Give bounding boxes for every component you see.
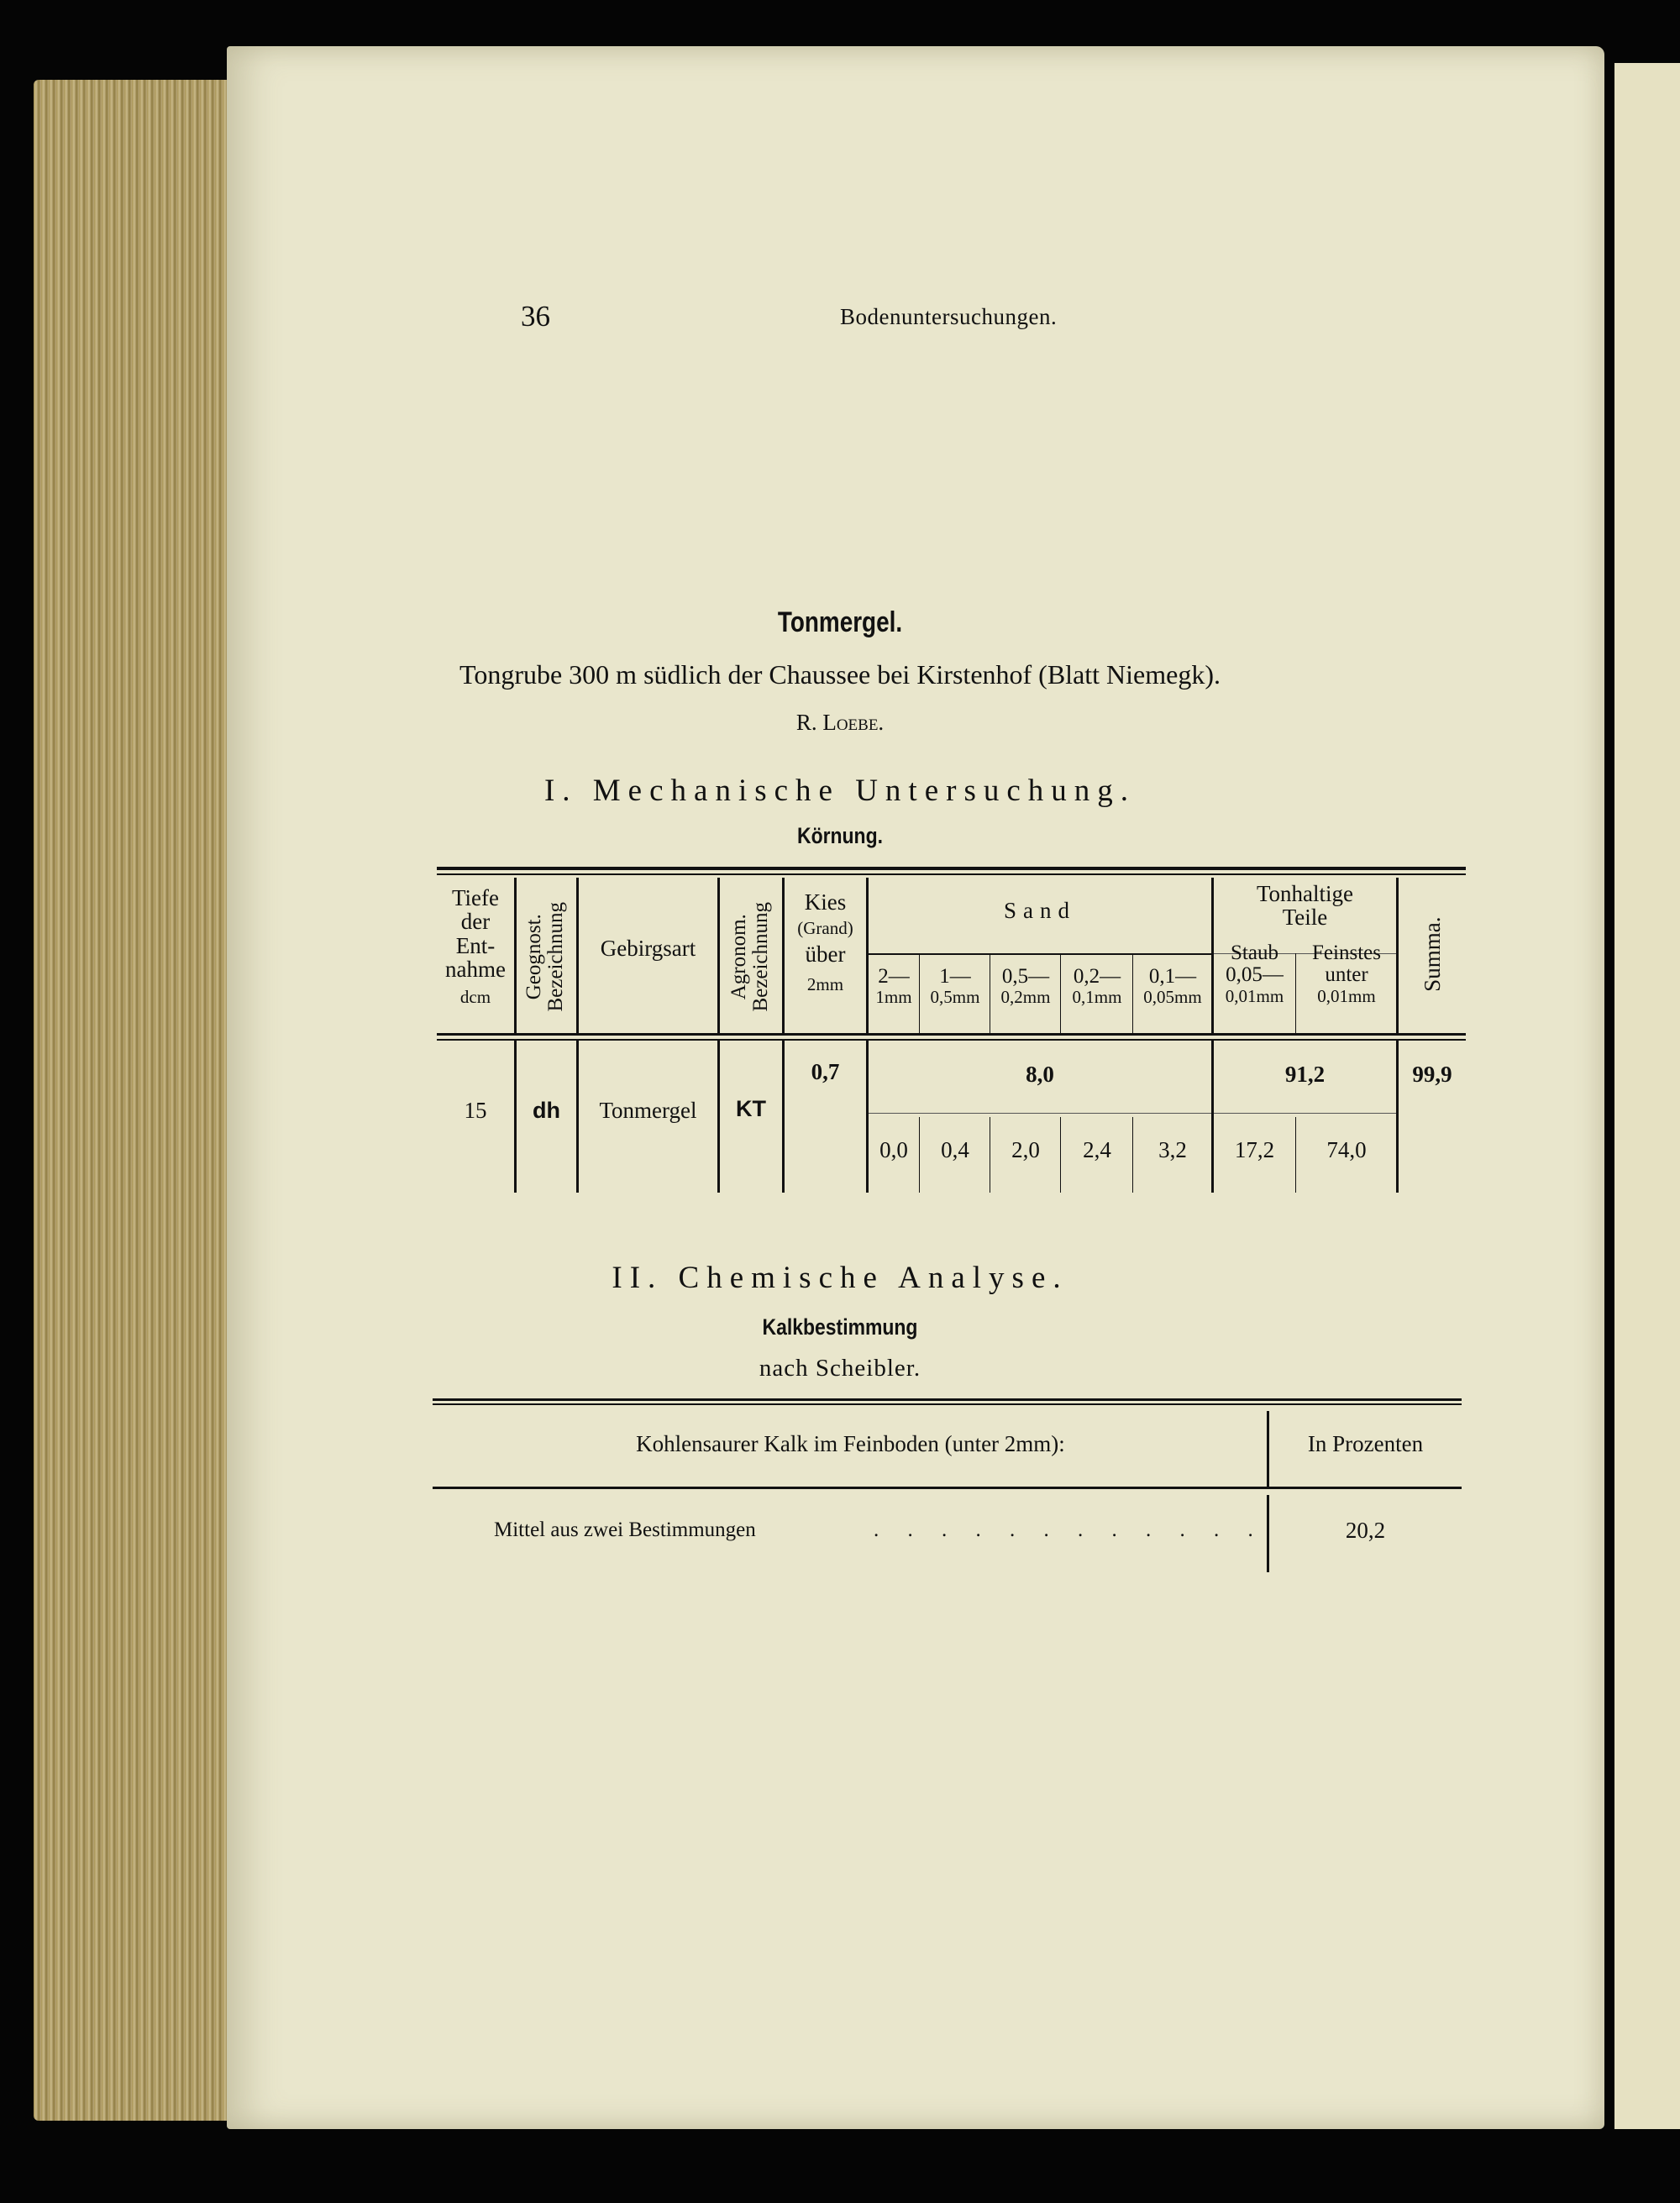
- sand-range-05-02: 0,5— 0,2mm: [1000, 965, 1051, 1008]
- col-summa-header: Summa.: [1419, 916, 1445, 992]
- col-kalk-header: Kohlensaurer Kalk im Feinboden (unter 2mm):: [636, 1431, 1065, 1456]
- next-page-edge: [1614, 63, 1680, 2129]
- section-heading-mechanical: I. Mechanische Untersuchung.: [543, 774, 1137, 808]
- col-gebirgsart-header: Gebirgsart: [600, 936, 696, 961]
- cell-summa: 99,9: [1412, 1062, 1452, 1087]
- cell-sand-total: 8,0: [1026, 1062, 1054, 1087]
- page-number: 36: [521, 300, 550, 333]
- subheading-kalkbestimmung: Kalkbestimmung: [762, 1314, 918, 1340]
- sand-range-02-01: 0,2— 0,1mm: [1072, 965, 1122, 1008]
- book-page-edges: [34, 80, 244, 2121]
- cell-sand-05-02: 2,0: [1011, 1137, 1040, 1162]
- cell-geognost: dh: [533, 1098, 560, 1123]
- col-staub-header: Staub 0,05— 0,01mm: [1225, 942, 1284, 1006]
- col-kies-header: Kies (Grand) über 2mm: [797, 889, 853, 994]
- col-sand-header: Sand: [1004, 898, 1076, 923]
- cell-gebirgsart: Tonmergel: [599, 1098, 697, 1123]
- section-heading-chemical: II. Chemische Analyse.: [612, 1261, 1068, 1295]
- cell-tiefe: 15: [464, 1098, 487, 1123]
- cell-ton-total: 91,2: [1284, 1062, 1326, 1087]
- sand-range-01-005: 0,1— 0,05mm: [1143, 965, 1202, 1008]
- row-leader-dots: . . . . . . . . . . . .: [874, 1518, 1265, 1541]
- running-head: Bodenuntersuchungen.: [840, 304, 1058, 329]
- location-subtitle: Tongrube 300 m südlich der Chaussee bei Kirstenhof (Blatt Niemegk).: [459, 659, 1221, 690]
- sand-range-2-1: 2— 1mm: [875, 965, 912, 1008]
- cell-staub: 17,2: [1234, 1137, 1275, 1162]
- author: R. Loebe.: [795, 710, 885, 735]
- cell-sand-02-01: 2,4: [1083, 1137, 1111, 1162]
- cell-kies: 0,7: [811, 1059, 840, 1084]
- col-agronom-header: Agronom. Bezeichnung: [727, 902, 772, 1012]
- cell-feinstes: 74,0: [1326, 1137, 1367, 1162]
- cell-sand-1-05: 0,4: [941, 1137, 969, 1162]
- cell-sand-01-005: 3,2: [1158, 1137, 1187, 1162]
- method-note: nach Scheibler.: [759, 1355, 921, 1382]
- page-title: Tonmergel.: [777, 606, 903, 638]
- row-label-mittel: Mittel aus zwei Bestimmungen: [494, 1518, 756, 1541]
- col-prozent-header: In Prozenten: [1307, 1431, 1424, 1456]
- col-tonhaltige-header: Tonhaltige Teile: [1256, 881, 1354, 931]
- sand-range-1-05: 1— 0,5mm: [930, 965, 980, 1008]
- col-tiefe-header: Tiefe der Ent- nahme dcm: [445, 885, 506, 1008]
- col-feinstes-header: Feinstes unter 0,01mm: [1312, 942, 1381, 1006]
- subheading-koernung: Körnung.: [797, 823, 883, 848]
- cell-prozent-value: 20,2: [1345, 1518, 1386, 1543]
- cell-sand-2-1: 0,0: [879, 1137, 908, 1162]
- cell-agronom: KT: [736, 1096, 766, 1121]
- col-geognost-header: Geognost. Bezeichnung: [522, 902, 567, 1012]
